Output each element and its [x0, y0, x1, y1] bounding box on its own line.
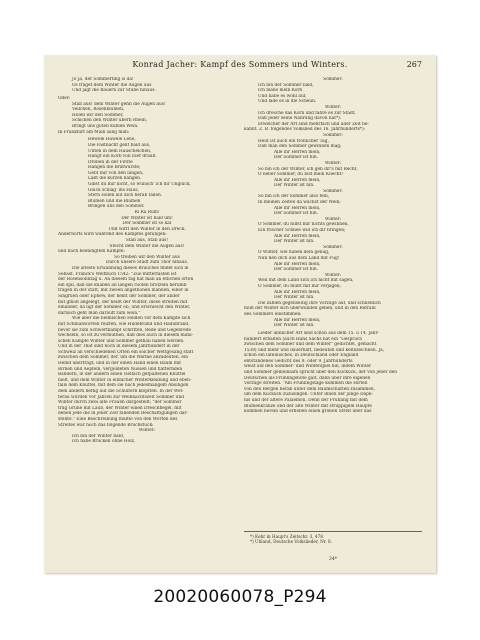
text-line: Der Sommer ist so kal: [122, 221, 172, 227]
text-line: wechseln, so ist zu vermuthen, daß dies auch in diesem mimi-: [58, 333, 194, 339]
text-line: Winter:: [324, 160, 342, 166]
text-line: Stecht dem Winter die Augen aus!: [109, 243, 185, 249]
text-line: Alle ihr Herren mein,: [274, 317, 321, 323]
text-line: Ich habe Brücken ohne Holz,: [72, 439, 136, 445]
text-line: mit gmöß angelegt, der heißt der Winter, diese streiten mit: [58, 299, 188, 305]
text-line: Stern sollen auf dich herab fallen.: [88, 193, 163, 199]
text-line: Daß jeder seine Nahrung davon hat*).: [258, 116, 342, 122]
text-line: Heut ist auch ein fröhlicher Tag,: [258, 138, 329, 144]
text-line: dem andern heftig auf die Schultern klopften. In der Wet-: [58, 389, 184, 395]
text-line: Der Winter ist hin.: [274, 239, 315, 245]
text-line: Alle ihr Herren mein,: [274, 149, 321, 155]
text-line: Bändern, in der andern einen vielfach gefpaltenen Knüttel: [58, 372, 186, 378]
text-line: In Frankfurt am Main sang man:: [58, 129, 130, 135]
text-line: trug Grüne mit Laub, der Winter einen Dreschflegel, mit: [58, 405, 182, 411]
text-line: Vorzüge streiten. "Am Frühlingstage kommen die Hirten: [244, 381, 368, 387]
text-line: stellte." Eine Beschreibung mußte von den Worten des: [58, 417, 178, 422]
left-text-column: [58, 77, 236, 445]
text-line: hielt, und dem Winter in einfacher Winterkleidung und eben-: [58, 377, 192, 383]
text-line: Gibst du mir nicht, so wünsch' ich dir Unglück,: [88, 182, 191, 188]
footnote: *) Uhland, Deutsche Volkslieder, Nr. 8.: [250, 539, 332, 545]
text-line: Winter durch zwei alte Frauen dargestellt; "der Sommer: [58, 400, 182, 406]
text-line: terau wurden vor Jahren zur Weihnachtszeit Sommer und: [58, 394, 184, 400]
footnote: *) Kehr in Haupt's Zeitschr. 3, 478.: [250, 534, 325, 539]
text-line: tragen in der statt, mit zween angethonen mannen, einer in: [58, 288, 189, 294]
text-line: Ös fraget dem Winter die Augen aus: [72, 82, 152, 88]
text-line: Und wirft den Winter in den Dreck.: [108, 226, 186, 232]
text-line: Der Winter ist bald um!: [121, 215, 173, 221]
text-line: Jo Ja, der Sommerting is da!: [72, 77, 134, 82]
text-line: Laßt die kurzen hangen.: [88, 176, 142, 182]
page-number: 267: [406, 60, 422, 69]
text-line: und nach beendigtem Kampfe:: [58, 249, 125, 255]
text-line: Und habe es wohl auf,: [258, 93, 307, 99]
text-line: Und jagt die Bauern zur Stube hinaus.: [72, 88, 156, 94]
text-line: Streites war noch das folgende Bruchstück:: [58, 422, 154, 428]
page-header: [58, 60, 422, 72]
text-line: kommen herein und erheben einen großen Streit über das: [244, 409, 372, 415]
text-line: Winter:: [324, 272, 342, 278]
text-line: schen Kampfe Winter und Sommer gethan haben werden.: [58, 338, 185, 344]
text-line: Hemd überträgt, und in der einen Hand einen Baum mit: [58, 361, 182, 367]
text-line: und Sommer gemeinsam spricht über den Kuckuck, der von jeher den: [244, 370, 398, 376]
text-line: Daß man den Sommer gewinnen mag;: [258, 144, 342, 150]
text-line: O Sommer, du hilfst mir nichts gewinnen,: [258, 222, 349, 228]
text-line: Weil mit dem Land sich ich nicht mit sagen,: [258, 278, 354, 284]
text-line: Wie aber die heimischen Helden vor dem Kampfe sich: [72, 316, 191, 322]
text-line: Schweiz an verschiedenen Orten ein solcher Wettgesang statt: [58, 349, 194, 355]
text-line: Die Fastnacht geht bald aus,: [88, 142, 151, 148]
text-line: muß der Winter sich überwunden geben, und in den Refrain: [244, 306, 376, 312]
text-line: entstandenes Gedicht des 8. oder 9. Jahrhunderts: [244, 358, 353, 364]
text-line: schon ein lateinisches, in Deutschland oder England: [244, 353, 359, 359]
text-line: O lieber Sommer, du bist mein Knecht!: [258, 172, 344, 178]
text-line: So treiben wir den Winter aus: [114, 254, 180, 260]
text-line: Bringt uns guten kühlen Wein.: [72, 123, 139, 129]
text-line: Der Winter ist hin.: [274, 295, 315, 301]
text-line: Stab aus, Stab aus!: [125, 238, 169, 243]
text-line: zwischen dem Sommer, der, um die Wärme anzudeuten, ein: [58, 355, 189, 361]
running-title: Konrad Jacher: Kampf des Sommers und Winters.: [132, 60, 348, 69]
right-text-column: [244, 77, 422, 415]
text-line: Sebast. Franck's Weltbuch 1542: "Zuo mitterfasten ist: [58, 271, 177, 277]
text-line: Ich bin der Sommer bald,: [258, 82, 314, 88]
text-line: Ein frischer Schnee will ich dir bringen;: [258, 228, 346, 234]
text-line: der Rosensonntag u. An diesem tag hat man an etlichen orten: [58, 277, 194, 283]
text-line: Glück schlag' ins Haus,: [88, 187, 139, 193]
text-line: Durch unsere Stadt zum Thor hinaus.: [105, 260, 189, 266]
text-line: 1538) und mehr und dauerhaft, bedeuten und kennzeichnen. Ja,: [244, 347, 385, 353]
text-line: einander, da ligt der Sommer ob, und erschlecht den Winter,: [58, 305, 191, 311]
text-line: mit Schmähworten reizten, wie Hildebrand und Hadubrand,: [58, 321, 190, 327]
text-line: Der Sommer ist hin.: [274, 267, 318, 273]
text-line: Der Sommer ist hin.: [274, 211, 318, 217]
text-line: Nun heb dich aus dem Land mit Fug!: [258, 256, 340, 261]
text-line: Alle ihr Herren mein,: [274, 289, 321, 295]
text-line: hundert erhalten (auch Hans Sachs hat ein "Gespräch: [244, 336, 363, 342]
text-line: Und lade es in die Scheun.: [258, 99, 317, 105]
text-line: des Sommers einstimmen:: [244, 311, 302, 317]
text-line: Andernorts wird während des Kampfes gefungen:: [58, 232, 167, 238]
text-line: O Sommer, du mußt mit mir verjagen;: [258, 283, 341, 289]
text-line: Der Winter ist hin.: [274, 323, 315, 329]
text-line: bevor sie zum Schwertkampf schritten, Rede und Gegenrede: [58, 327, 192, 333]
image-caption: 20020060078_P294: [153, 587, 327, 607]
text-line: Bringen uns den Sommer.: [88, 204, 145, 210]
text-line: In meinen Zeiten da wächst der Wein;: [258, 200, 341, 206]
text-line: Oder:: [58, 95, 71, 101]
text-line: falls dem Knüttel, mit dem sie nach jedesmaligem Absingen: [58, 383, 189, 389]
text-line: So bin ich der Winter, ich geb dir's mit Recht,: [258, 166, 358, 172]
text-line: Blumenkranze und der alte Winter mit struppigem Haupte: [244, 403, 372, 409]
text-line: Etwelcher der Art sind mehrfach und aller Zeit be-: [258, 121, 369, 127]
text-line: Winter:: [138, 428, 156, 434]
text-line: von den Bergen herab unter dem Baumschatten zusammen,: [244, 386, 376, 392]
footnotes: [244, 531, 422, 544]
text-line: Lieder ähnlicher Art sind schon aus dem 15. u 14. Jahr-: [258, 330, 380, 336]
text-line: Die zählen gegenseitig ihre Vorzüge auf, und schließlich: [258, 300, 381, 306]
text-line: Deutschen als Frühlingsbote galt, dann über ihre eigenen: [244, 375, 371, 381]
text-line: So bin ich der Sommer also fein,: [258, 194, 330, 200]
text-line: Unten in dem Häuschelchen,: [88, 148, 152, 154]
text-line: Ich mähe mein Korn: [258, 88, 303, 94]
text-line: Hängt ein Korb voll Eier drauß.: [88, 154, 157, 160]
text-line: Singrüen oder Ephew, der heißt der Sommer, der ander: [58, 293, 180, 299]
text-line: um dem Kuckuck zuzusingen. Unter ihnen der junge Daph-: [244, 392, 374, 398]
signature-mark: 34*: [328, 557, 338, 562]
text-line: Der Sommer ist hin.: [274, 155, 318, 161]
text-line: O Winter, wie haben dein genug,: [258, 250, 330, 256]
text-line: ein spil, daß die knaben an langen ruoten brotzeln herumb: [58, 282, 187, 288]
text-line: Sommer:: [323, 244, 343, 250]
text-line: Ri Ra Rum!: [134, 210, 160, 216]
text-line: Sommer:: [323, 132, 343, 138]
text-line: Winter:: [324, 216, 342, 222]
text-line: Droben in der Firste: [88, 159, 133, 165]
text-line: Birnen und Aepfeln, vergoldeten Nüssen und flatternden: [58, 366, 183, 372]
text-line: kannt. Z. B. folgendes Volkslied des 16. Jahrhunderts*):: [244, 127, 366, 133]
text-line: Der Winter ist hin.: [274, 183, 315, 189]
text-line: Veilchen, Rosenblumen,: [72, 107, 125, 113]
text-line: darnach geht man darauff zum wein.": [58, 310, 141, 316]
text-line: denen jede die in jener Zeit fallenden Beschäftigungen dar-: [58, 411, 188, 417]
text-line: Alle ihr Herren mein,: [274, 205, 321, 211]
text-line: nis und der ältere Palaemon. Denn der Frühling mit dem: [244, 398, 368, 404]
text-line: weist auf den Sommer- und Winterspiel hin, indem Winter: [244, 364, 372, 370]
scanned-page: [44, 55, 436, 573]
text-line: Sommer:: [323, 77, 343, 82]
text-line: Gebt mir von den langen,: [88, 170, 144, 176]
text-line: Hängen die Bratwürste;: [88, 165, 141, 171]
text-line: Alle ihr Herren mein,: [274, 177, 321, 183]
text-line: Sommer:: [323, 188, 343, 194]
text-line: Alle ihr Herren mein,: [274, 233, 321, 239]
text-line: Alle ihr Herren mein,: [274, 261, 321, 267]
text-line: Winter:: [324, 104, 342, 110]
text-line: Ich dresche das Korn und fahre es zur Stadt,: [258, 110, 356, 116]
text-line: Hewele Hawele Lene,: [88, 137, 136, 143]
text-line: Stab aus! dem Winter gehn die Augen aus!: [72, 101, 166, 107]
text-line: Die älteste Erwähnung dieses Brauches findet sich in: [72, 265, 189, 271]
text-line: Und in der That sind noch in diesem Jahrhundert in der: [58, 344, 180, 350]
text-line: Schicken den Winter übern Rhein,: [72, 118, 148, 124]
text-line: Blumen und die Blumen: [88, 198, 141, 204]
text-line: Ich bin der Winter bald,: [72, 433, 125, 439]
text-line: zwischen dem Sommer und dem Winter" gedichtet, gemacht: [244, 342, 377, 348]
text-line: Holen wir den Sommer,: [72, 112, 124, 118]
